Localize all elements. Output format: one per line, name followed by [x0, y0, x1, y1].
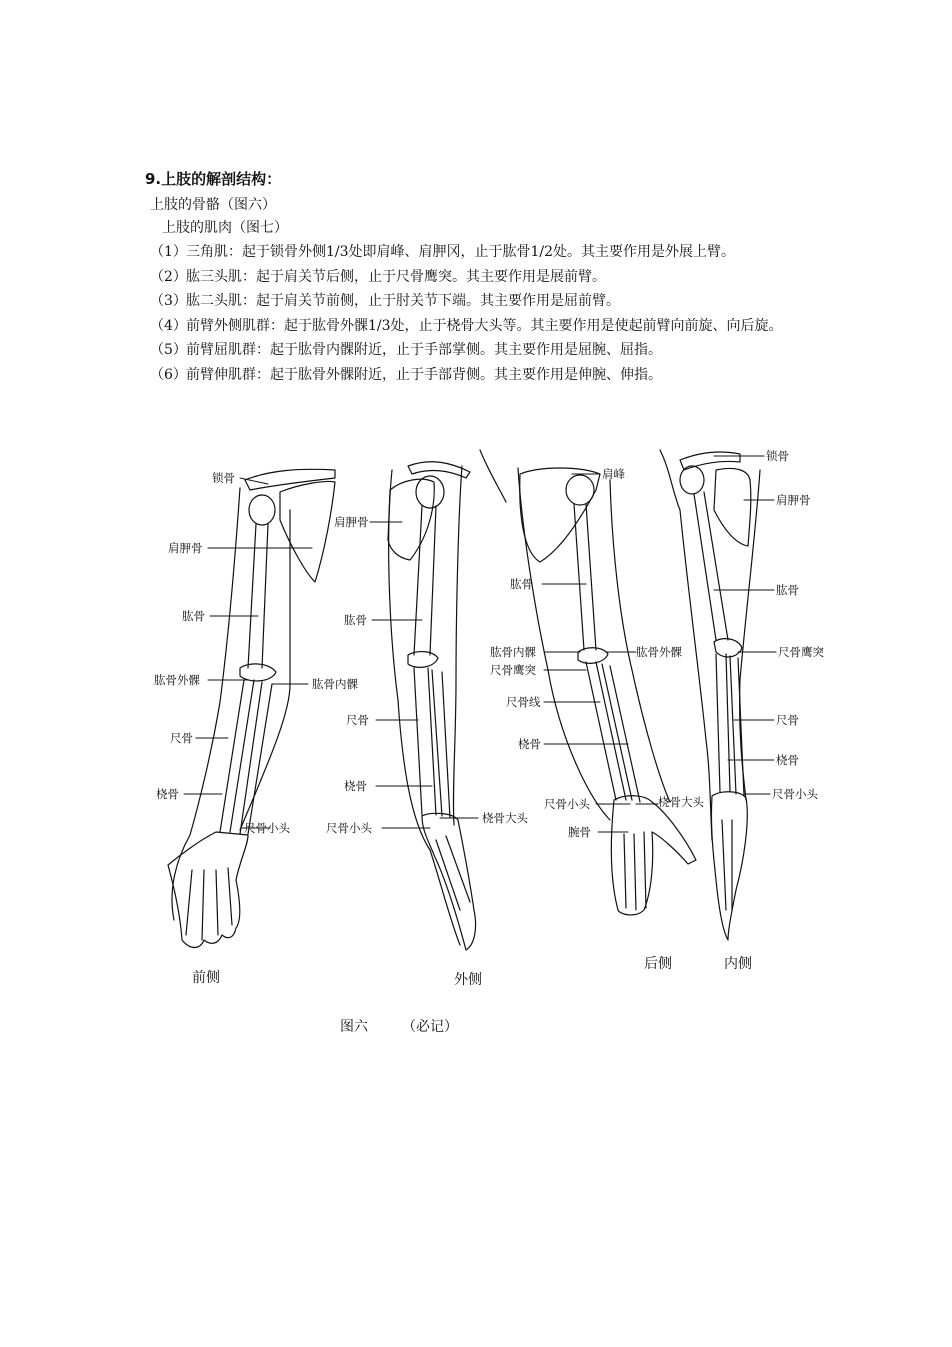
arm-skeleton-illustration	[140, 440, 840, 1000]
label-radius-head: 桡骨大头	[658, 795, 704, 809]
label-ulna: 尺骨	[776, 713, 799, 727]
label-ulna-line: 尺骨线	[506, 695, 541, 709]
label-scapula: 肩胛骨	[334, 515, 369, 529]
lateral-view-labels	[370, 522, 478, 828]
item-text: 肱二头肌：起于肩关节前侧，止于肘关节下端。其主要作用是屈前臂。	[186, 293, 620, 309]
label-ulna-head: 尺骨小头	[544, 797, 590, 811]
subline-muscles: 上肢的肌肉（图七）	[162, 220, 288, 236]
label-acromion: 肩峰	[602, 467, 625, 481]
list-item	[150, 338, 830, 363]
view-caption-lateral: 外侧	[454, 972, 482, 988]
label-humerus: 肱骨	[344, 613, 367, 627]
section-heading: 9.上肢的解剖结构：	[145, 170, 282, 188]
label-ulna-head: 尺骨小头	[326, 821, 372, 835]
label-humerus: 肱骨	[776, 583, 799, 597]
label-humerus: 肱骨	[510, 577, 533, 591]
item-number: （1）	[150, 244, 187, 260]
list-item	[150, 240, 830, 265]
arm-skeleton-figure	[140, 440, 840, 1000]
item-number: （4）	[150, 317, 187, 334]
label-ulna: 尺骨	[346, 713, 369, 727]
muscle-list	[150, 240, 830, 387]
label-radius: 桡骨	[344, 779, 367, 793]
list-item	[150, 363, 830, 388]
label-clavicle: 锁骨	[766, 449, 789, 463]
label-carpal: 腕骨	[568, 825, 591, 839]
label-scapula: 肩胛骨	[168, 541, 203, 555]
medial-view-arm	[660, 450, 760, 940]
item-text: 三角肌：起于锁骨外侧1/3处即肩峰、肩胛冈，止于肱骨1/2处。其主要作用是外展上臂。	[186, 244, 736, 260]
figure-caption-title: 图六	[340, 1019, 368, 1035]
label-medial-epicondyle: 肱骨内髁	[312, 677, 358, 691]
figure-caption-note: （必记）	[402, 1019, 458, 1035]
item-number: （5）	[150, 342, 187, 358]
list-item	[150, 314, 830, 339]
item-number: （2）	[150, 268, 187, 285]
label-humerus: 肱骨	[182, 609, 205, 623]
label-lateral-epicondyle: 肱骨外髁	[636, 645, 682, 659]
label-olecranon: 尺骨鹰突	[778, 645, 824, 659]
back-view-arm	[518, 468, 696, 915]
list-item	[150, 289, 830, 314]
label-radius: 桡骨	[776, 753, 799, 767]
subline-skeleton: 上肢的骨骼（图六）	[150, 197, 276, 213]
item-text: 前臂屈肌群：起于肱骨内髁附近，止于手部掌侧。其主要作用是屈腕、屈指。	[186, 342, 662, 358]
item-text: 肱三头肌：起于肩关节后侧，止于尺骨鹰突。其主要作用是展前臂。	[186, 268, 606, 285]
label-radius: 桡骨	[518, 737, 541, 751]
view-caption-medial: 内侧	[724, 956, 752, 972]
label-radius-head: 桡骨大头	[482, 811, 528, 825]
item-number: （6）	[150, 366, 187, 383]
label-medial-epicondyle: 肱骨内髁	[490, 645, 536, 659]
view-caption-front: 前侧	[192, 970, 220, 986]
item-text: 前臂外侧肌群：起于肱骨外髁1/3处，止于桡骨大头等。其主要作用是使起前臂向前旋、向后旋。	[186, 317, 783, 334]
lateral-view-arm	[388, 450, 506, 950]
label-lateral-epicondyle: 肱骨外髁	[154, 673, 200, 687]
label-ulna: 尺骨	[170, 731, 193, 745]
label-clavicle: 锁骨	[212, 471, 235, 485]
list-item	[150, 265, 830, 290]
label-olecranon: 尺骨鹰突	[490, 663, 536, 677]
item-text: 前臂伸肌群：起于肱骨外髁附近，止于手部背侧。其主要作用是伸腕、伸指。	[186, 366, 662, 383]
label-radius: 桡骨	[156, 787, 179, 801]
label-scapula: 肩胛骨	[776, 493, 811, 507]
item-number: （3）	[150, 293, 187, 309]
label-ulna-head: 尺骨小头	[244, 821, 290, 835]
view-caption-back: 后侧	[644, 956, 672, 972]
label-ulna-head: 尺骨小头	[772, 787, 818, 801]
